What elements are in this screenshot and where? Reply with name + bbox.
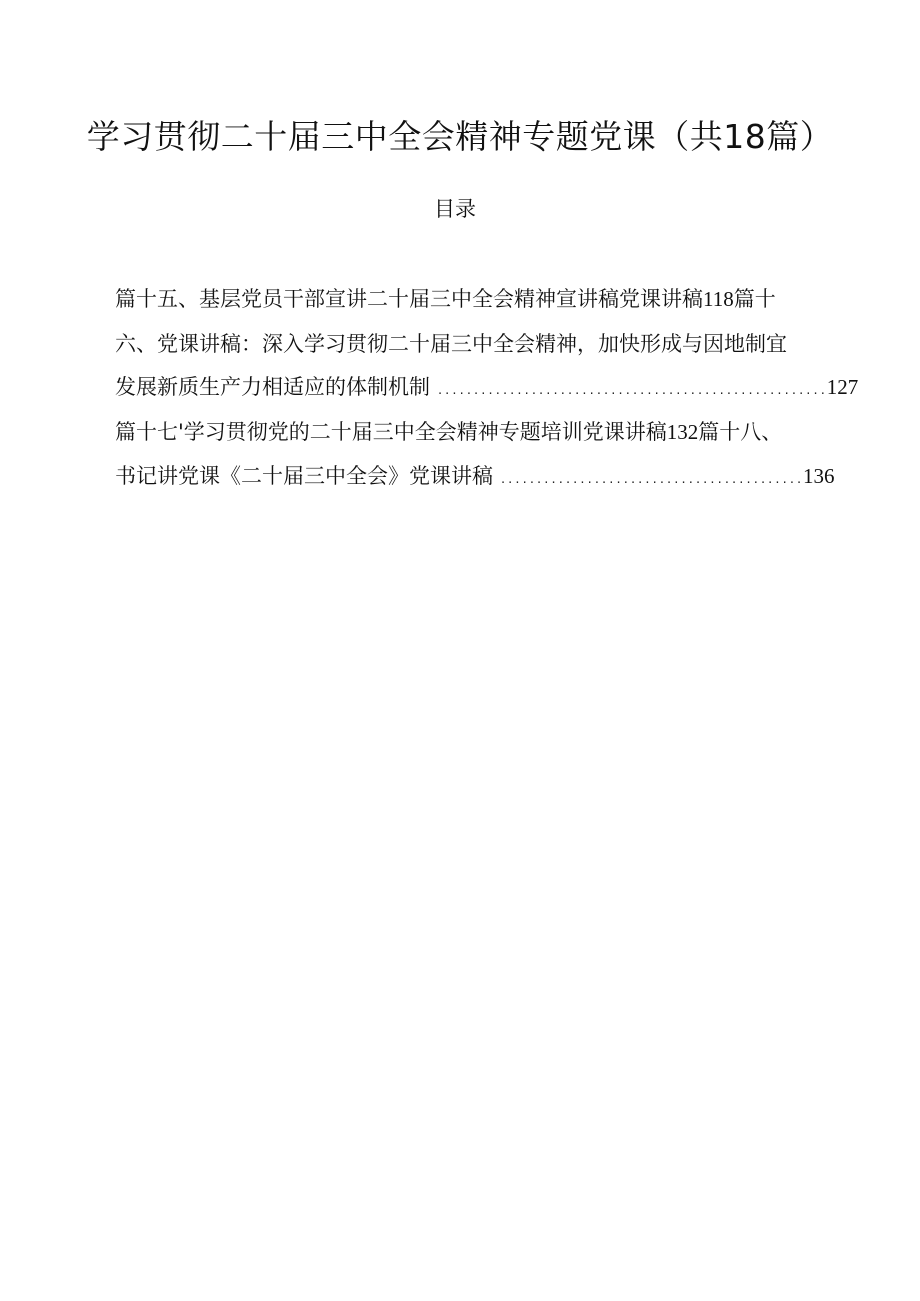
toc-entry-title: 篇十七'学习贯彻党的二十届三中全会精神专题培训党课讲稿 (115, 420, 667, 444)
toc-heading: 目录 (434, 197, 476, 221)
toc-entry-title: 发展新质生产力相适应的体制机制 (115, 375, 430, 399)
toc-line (115, 371, 858, 407)
toc-entry-title: 六、党课讲稿：深入学习贯彻二十届三中全会精神，加快形成与因地制宜 (115, 332, 787, 356)
toc-entry-title: 篇十五、基层党员干部宣讲二十届三中全会精神宣讲稿党课讲稿 (115, 287, 703, 311)
toc-entry-title: 篇十 (733, 287, 776, 311)
document-title: 学习贯彻二十届三中全会精神专题党课（共18篇） (86, 117, 834, 156)
toc-entry-title: 书记讲党课《二十届三中全会》党课讲稿 (115, 464, 493, 488)
toc-dot-leader: .......................................... (499, 473, 804, 486)
toc-entry-title: 篇十八、 (698, 420, 783, 444)
toc-page-number: 118 (703, 287, 734, 311)
toc-line (115, 416, 782, 448)
toc-dot-leader: ...................................................... (436, 384, 827, 397)
toc-page-number: 136 (803, 464, 835, 488)
toc-line (115, 283, 776, 315)
toc-line (115, 328, 787, 360)
toc-page-number: 132 (666, 420, 699, 444)
toc-page-number: 127 (826, 375, 859, 399)
toc-line (115, 460, 835, 496)
